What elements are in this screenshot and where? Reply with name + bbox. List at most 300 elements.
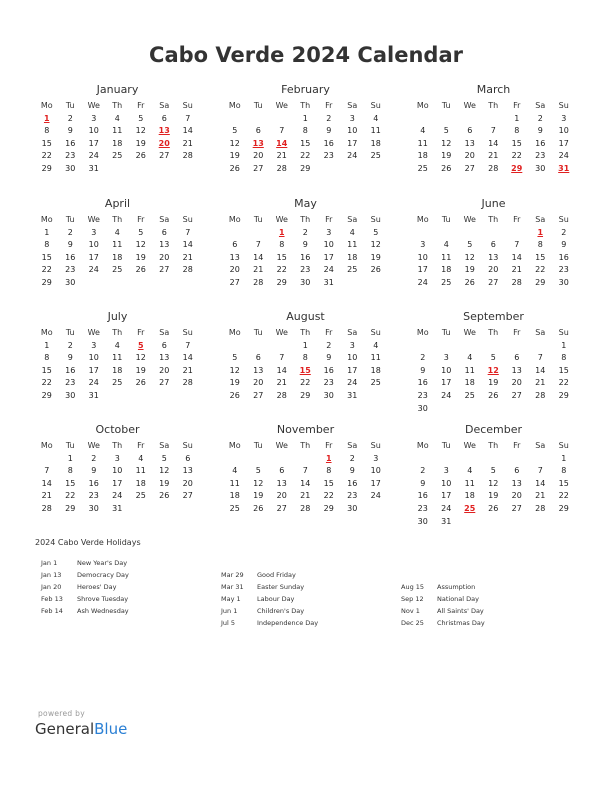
month-grid [35, 327, 200, 403]
day-cell: 1 [561, 340, 567, 350]
empty-cell [529, 453, 553, 466]
day-cell: 19 [159, 478, 170, 488]
day-cell: 2 [420, 353, 426, 363]
day-cell: 4 [349, 227, 355, 237]
day-cell: 6 [467, 126, 473, 136]
day-cell: 13 [159, 353, 170, 363]
day-cell: 26 [229, 163, 240, 173]
day-cell: 12 [229, 365, 240, 375]
month-march [411, 83, 576, 176]
day-cell: 29 [558, 390, 569, 400]
day-cell: 28 [488, 163, 499, 173]
weekday-header: Sa [535, 101, 546, 110]
day-cell: 26 [159, 491, 170, 501]
day-cell: 23 [65, 378, 76, 388]
day-cell: 30 [65, 163, 76, 173]
day-cell: 21 [535, 378, 546, 388]
empty-cell [35, 453, 59, 466]
day-cell: 29 [558, 503, 569, 513]
day-cell: 4 [232, 466, 238, 476]
month-grid [35, 440, 200, 516]
day-cell: 11 [112, 126, 123, 136]
day-cell: 25 [112, 265, 123, 275]
day-cell: 3 [373, 453, 379, 463]
day-cell: 30 [347, 503, 358, 513]
day-cell: 23 [558, 265, 569, 275]
holiday-name: Labour Day [257, 595, 295, 603]
day-cell: 22 [300, 151, 311, 161]
day-cell: 20 [182, 478, 193, 488]
day-cell: 27 [159, 265, 170, 275]
day-cell: 16 [558, 252, 569, 262]
weekday-header: Tu [441, 441, 451, 450]
weekday-header: Th [488, 101, 499, 110]
day-cell: 14 [511, 252, 522, 262]
holiday-name: Democracy Day [77, 571, 129, 579]
month-grid [223, 100, 388, 176]
day-cell: 19 [441, 151, 452, 161]
day-cell: 16 [300, 252, 311, 262]
day-cell: 12 [229, 138, 240, 148]
day-cell: 14 [182, 126, 193, 136]
day-cell: 12 [464, 252, 475, 262]
month-name: December [464, 423, 523, 436]
day-cell: 2 [302, 227, 308, 237]
day-cell: 27 [464, 163, 475, 173]
holiday-day-cell: 25 [464, 503, 476, 513]
day-cell: 26 [253, 503, 264, 513]
day-cell: 14 [41, 478, 52, 488]
day-cell: 21 [300, 491, 311, 501]
month-grid [35, 214, 200, 290]
weekday-header: Mo [416, 215, 429, 224]
day-cell: 8 [44, 353, 50, 363]
holiday-day-cell: 1 [325, 453, 332, 463]
day-cell: 19 [135, 138, 146, 148]
weekday-header: Sa [159, 441, 170, 450]
day-cell: 22 [511, 151, 522, 161]
empty-cell [482, 340, 506, 353]
day-cell: 30 [535, 163, 546, 173]
day-cell: 25 [417, 163, 428, 173]
weekday-header: Mo [228, 215, 241, 224]
day-cell: 15 [300, 138, 311, 148]
day-cell: 7 [279, 126, 285, 136]
holidays-title: 2024 Cabo Verde Holidays [35, 538, 141, 547]
day-cell: 21 [276, 378, 287, 388]
month-name: May [294, 197, 317, 210]
day-cell: 15 [276, 252, 287, 262]
weekday-header: Tu [253, 441, 263, 450]
weekday-header: Th [300, 215, 311, 224]
day-cell: 28 [535, 503, 546, 513]
day-cell: 13 [276, 478, 287, 488]
day-cell: 12 [135, 240, 146, 250]
empty-cell [505, 453, 529, 466]
weekday-header: Mo [228, 328, 241, 337]
holiday-date: Nov 1 [401, 607, 420, 615]
day-cell: 11 [347, 240, 358, 250]
brand-blue: Blue [94, 720, 128, 738]
day-cell: 4 [138, 453, 144, 463]
day-cell: 23 [535, 151, 546, 161]
day-cell: 19 [488, 378, 499, 388]
month-october [35, 423, 200, 516]
empty-cell [247, 340, 271, 353]
weekday-header: Su [182, 215, 193, 224]
weekday-header: Su [558, 101, 569, 110]
holiday-date: Jul 5 [221, 619, 236, 627]
holiday-name: National Day [437, 595, 479, 603]
day-cell: 5 [138, 227, 144, 237]
empty-cell [411, 453, 435, 466]
day-cell: 7 [279, 353, 285, 363]
weekday-header: Fr [325, 441, 333, 450]
weekday-header: We [275, 215, 288, 224]
day-cell: 31 [88, 390, 99, 400]
day-cell: 28 [253, 277, 264, 287]
weekday-header: Tu [65, 215, 75, 224]
day-cell: 8 [44, 240, 50, 250]
weekday-header: Mo [416, 441, 429, 450]
day-cell: 11 [464, 365, 475, 375]
day-cell: 2 [326, 113, 332, 123]
day-cell: 27 [253, 163, 264, 173]
day-cell: 25 [441, 277, 452, 287]
day-cell: 12 [135, 126, 146, 136]
empty-cell [247, 113, 271, 126]
day-cell: 18 [112, 138, 123, 148]
day-cell: 15 [41, 138, 52, 148]
weekday-header: Su [370, 328, 381, 337]
holiday-date: Jan 20 [41, 583, 62, 591]
day-cell: 22 [41, 265, 52, 275]
day-cell: 3 [349, 113, 355, 123]
day-cell: 18 [441, 265, 452, 275]
holiday-name: Assumption [437, 583, 476, 591]
weekday-header: Th [488, 328, 499, 337]
holiday-name: Christmas Day [437, 619, 485, 627]
day-cell: 21 [488, 151, 499, 161]
holiday-name: Shrove Tuesday [77, 595, 129, 603]
day-cell: 15 [323, 478, 334, 488]
day-cell: 28 [182, 378, 193, 388]
day-cell: 1 [67, 453, 73, 463]
day-cell: 31 [323, 277, 334, 287]
day-cell: 20 [488, 265, 499, 275]
day-cell: 10 [88, 353, 99, 363]
weekday-header: Fr [325, 215, 333, 224]
empty-cell [411, 227, 435, 240]
day-cell: 10 [441, 365, 452, 375]
day-cell: 20 [511, 491, 522, 501]
day-cell: 8 [537, 240, 543, 250]
weekday-header: Th [112, 328, 123, 337]
holiday-day-cell: 29 [511, 163, 523, 173]
day-cell: 11 [464, 478, 475, 488]
day-cell: 2 [537, 113, 543, 123]
empty-cell [270, 453, 294, 466]
day-cell: 5 [232, 126, 238, 136]
weekday-header: Mo [40, 441, 53, 450]
empty-cell [223, 340, 247, 353]
day-cell: 22 [558, 378, 569, 388]
day-cell: 26 [441, 163, 452, 173]
day-cell: 21 [182, 252, 193, 262]
day-cell: 11 [229, 478, 240, 488]
day-cell: 10 [112, 466, 123, 476]
weekday-header: Tu [65, 101, 75, 110]
empty-cell [270, 113, 294, 126]
day-cell: 2 [349, 453, 355, 463]
day-cell: 24 [88, 265, 99, 275]
day-cell: 7 [537, 353, 543, 363]
day-cell: 13 [511, 478, 522, 488]
day-cell: 10 [370, 466, 381, 476]
empty-cell [482, 113, 506, 126]
day-cell: 13 [488, 252, 499, 262]
weekday-header: Mo [228, 101, 241, 110]
holiday-item [41, 593, 129, 605]
day-cell: 10 [347, 126, 358, 136]
month-name: March [476, 83, 511, 96]
month-grid [35, 100, 200, 176]
empty-cell [482, 227, 506, 240]
day-cell: 18 [464, 491, 475, 501]
weekday-header: Th [300, 441, 311, 450]
day-cell: 4 [114, 340, 120, 350]
day-cell: 28 [41, 503, 52, 513]
day-cell: 13 [182, 466, 193, 476]
day-cell: 21 [182, 138, 193, 148]
weekday-header: Tu [253, 101, 263, 110]
day-cell: 12 [370, 240, 381, 250]
holiday-item [221, 617, 318, 629]
day-cell: 3 [443, 466, 449, 476]
weekday-header: Su [558, 328, 569, 337]
weekday-header: Sa [347, 441, 358, 450]
day-cell: 25 [229, 503, 240, 513]
day-cell: 9 [67, 353, 73, 363]
holiday-item [401, 581, 485, 593]
weekday-header: Sa [535, 328, 546, 337]
day-cell: 11 [417, 138, 428, 148]
day-cell: 23 [323, 378, 334, 388]
day-cell: 19 [464, 265, 475, 275]
holiday-date: May 1 [221, 595, 241, 603]
weekday-header: Mo [40, 101, 53, 110]
holiday-day-cell: 20 [158, 138, 170, 148]
day-cell: 11 [112, 353, 123, 363]
weekday-header: We [463, 215, 476, 224]
day-cell: 8 [326, 466, 332, 476]
day-cell: 18 [417, 151, 428, 161]
day-cell: 31 [88, 163, 99, 173]
month-grid [223, 440, 388, 516]
day-cell: 17 [88, 365, 99, 375]
weekday-header: Sa [159, 215, 170, 224]
holiday-date: Mar 29 [221, 571, 244, 579]
weekday-header: We [275, 101, 288, 110]
day-cell: 11 [370, 353, 381, 363]
day-cell: 19 [370, 252, 381, 262]
empty-cell [458, 113, 482, 126]
day-cell: 7 [537, 466, 543, 476]
empty-cell [411, 113, 435, 126]
month-name: February [281, 83, 330, 96]
day-cell: 4 [373, 113, 379, 123]
day-cell: 13 [229, 252, 240, 262]
day-cell: 28 [276, 163, 287, 173]
weekday-header: Su [370, 441, 381, 450]
day-cell: 29 [41, 163, 52, 173]
day-cell: 5 [161, 453, 167, 463]
day-cell: 18 [135, 478, 146, 488]
day-cell: 6 [161, 227, 167, 237]
day-cell: 25 [370, 151, 381, 161]
day-cell: 29 [41, 390, 52, 400]
day-cell: 14 [300, 478, 311, 488]
day-cell: 6 [279, 466, 285, 476]
empty-cell [247, 227, 271, 240]
day-cell: 9 [326, 126, 332, 136]
day-cell: 26 [370, 265, 381, 275]
day-cell: 27 [511, 390, 522, 400]
day-cell: 24 [112, 491, 123, 501]
weekday-header: Fr [137, 101, 145, 110]
empty-cell [223, 113, 247, 126]
empty-cell [458, 227, 482, 240]
day-cell: 18 [229, 491, 240, 501]
day-cell: 8 [44, 126, 50, 136]
month-name: October [95, 423, 140, 436]
month-name: June [481, 197, 506, 210]
day-cell: 29 [65, 503, 76, 513]
month-september [411, 310, 576, 415]
day-cell: 31 [441, 516, 452, 526]
weekday-header: We [275, 328, 288, 337]
empty-cell [223, 453, 247, 466]
day-cell: 20 [229, 265, 240, 275]
day-cell: 27 [229, 277, 240, 287]
day-cell: 6 [514, 466, 520, 476]
holiday-date: Sep 12 [401, 595, 424, 603]
day-cell: 8 [514, 126, 520, 136]
day-cell: 29 [300, 390, 311, 400]
weekday-header: Th [300, 328, 311, 337]
day-cell: 7 [514, 240, 520, 250]
holiday-item [221, 593, 318, 605]
weekday-header: Tu [441, 328, 451, 337]
holiday-column-1 [41, 557, 129, 617]
powered-by-text: powered by [38, 709, 85, 718]
day-cell: 28 [276, 390, 287, 400]
weekday-header: Su [182, 441, 193, 450]
empty-cell [247, 453, 271, 466]
brand-logo[interactable] [35, 720, 127, 738]
day-cell: 18 [347, 252, 358, 262]
day-cell: 19 [488, 491, 499, 501]
day-cell: 18 [370, 138, 381, 148]
day-cell: 14 [276, 365, 287, 375]
day-cell: 3 [561, 113, 567, 123]
day-cell: 25 [112, 378, 123, 388]
day-cell: 16 [65, 365, 76, 375]
weekday-header: Fr [137, 215, 145, 224]
day-cell: 28 [300, 503, 311, 513]
day-cell: 10 [417, 252, 428, 262]
day-cell: 17 [347, 365, 358, 375]
day-cell: 30 [88, 503, 99, 513]
weekday-header: Mo [228, 441, 241, 450]
holiday-day-cell: 12 [487, 365, 499, 375]
day-cell: 1 [44, 227, 50, 237]
day-cell: 18 [112, 365, 123, 375]
holiday-name: New Year's Day [77, 559, 128, 567]
day-cell: 4 [467, 353, 473, 363]
weekday-header: Mo [40, 215, 53, 224]
weekday-header: We [87, 101, 100, 110]
day-cell: 1 [44, 340, 50, 350]
weekday-header: Fr [325, 101, 333, 110]
day-cell: 19 [135, 252, 146, 262]
month-grid [411, 100, 576, 176]
weekday-header: Tu [253, 328, 263, 337]
holiday-name: All Saints' Day [437, 607, 484, 615]
day-cell: 24 [370, 491, 381, 501]
day-cell: 24 [558, 151, 569, 161]
day-cell: 26 [488, 503, 499, 513]
day-cell: 9 [302, 240, 308, 250]
day-cell: 31 [112, 503, 123, 513]
day-cell: 4 [420, 126, 426, 136]
holiday-item [401, 605, 485, 617]
holiday-date: Mar 31 [221, 583, 244, 591]
month-april [35, 197, 200, 290]
month-november [223, 423, 388, 516]
day-cell: 24 [347, 151, 358, 161]
month-grid [223, 327, 388, 403]
holiday-item [401, 593, 485, 605]
holiday-day-cell: 13 [252, 138, 264, 148]
day-cell: 16 [417, 491, 428, 501]
day-cell: 13 [464, 138, 475, 148]
holiday-day-cell: 1 [278, 227, 285, 237]
day-cell: 15 [558, 478, 569, 488]
weekday-header: Sa [347, 215, 358, 224]
day-cell: 17 [347, 138, 358, 148]
day-cell: 2 [67, 340, 73, 350]
empty-cell [270, 340, 294, 353]
day-cell: 5 [373, 227, 379, 237]
day-cell: 3 [91, 113, 97, 123]
day-cell: 23 [417, 390, 428, 400]
weekday-header: Fr [137, 328, 145, 337]
day-cell: 27 [253, 390, 264, 400]
day-cell: 16 [323, 365, 334, 375]
day-cell: 13 [253, 365, 264, 375]
month-name: April [104, 197, 131, 210]
month-january [35, 83, 200, 176]
day-cell: 6 [161, 340, 167, 350]
day-cell: 26 [229, 390, 240, 400]
weekday-header: Mo [416, 328, 429, 337]
weekday-header: Fr [325, 328, 333, 337]
day-cell: 10 [558, 126, 569, 136]
holiday-item [41, 581, 129, 593]
day-cell: 18 [112, 252, 123, 262]
brand-general: General [35, 720, 95, 738]
